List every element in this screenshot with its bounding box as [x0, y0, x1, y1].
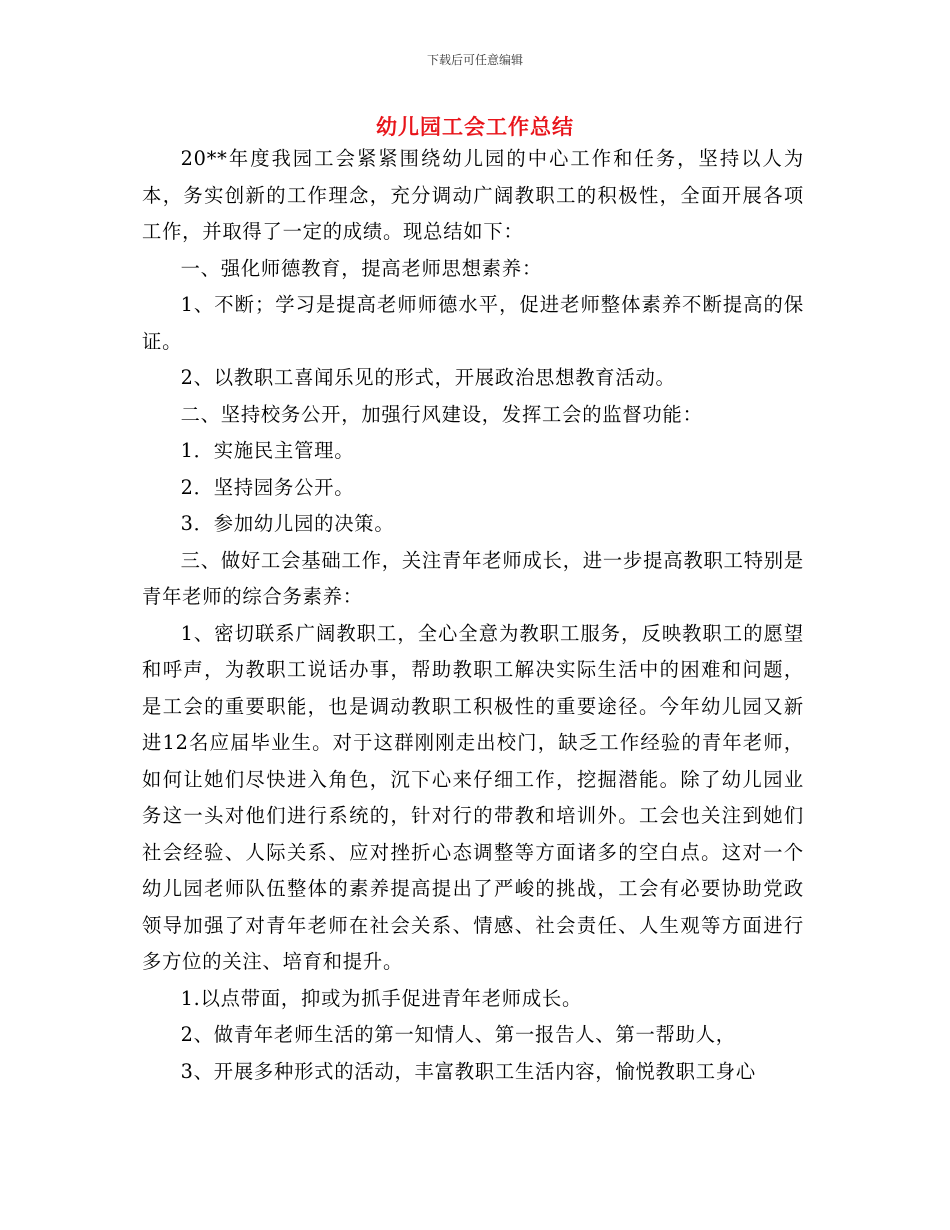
- list-item: 2、以教职工喜闻乐见的形式，开展政治思想教育活动。: [180, 366, 676, 389]
- page-header-note: 下载后可任意编辑: [426, 53, 523, 67]
- list-item: 1、不断；学习是提高老师师德水平，促进老师整体素养不断提高的保证。: [142, 293, 804, 353]
- list-item: 2．坚持园务公开。: [180, 475, 355, 499]
- section-heading-2: 二、坚持校务公开，加强行风建设，发挥工会的监督功能：: [180, 402, 703, 426]
- paragraph-intro: 20**年度我园工会紧紧围绕幼儿园的中心工作和任务，坚持以人为本，务实创新的工作理念，充分调动广阔教职工的积极性，全面开展各项工作，并取得了一定的成绩。现总结如下：: [142, 147, 804, 243]
- document-body: [142, 141, 804, 1090]
- list-item: 3、开展多种形式的活动，丰富教职工生活内容，愉悦教职工身心: [180, 1059, 756, 1083]
- document-title: 幼儿园工会工作总结: [376, 114, 574, 139]
- section-heading-3: 三、做好工会基础工作，关注青年老师成长，进一步提高教职工特别是青年老师的综合务素养：: [142, 548, 804, 608]
- section-heading-1: 一、强化师德教育，提高老师思想素养：: [180, 256, 543, 280]
- list-item: 2、做青年老师生活的第一知情人、第一报告人、第一帮助人，: [180, 1023, 736, 1046]
- list-item: 1.以点带面，抑或为抓手促进青年老师成长。: [180, 986, 583, 1010]
- list-item: 3．参加幼儿园的决策。: [180, 512, 395, 535]
- list-item: 1．实施民主管理。: [180, 439, 355, 462]
- list-item: 1、密切联系广阔教职工，全心全意为教职工服务，反映教职工的愿望和呼声，为教职工说话办事，帮助教职工解决实际生活中的困难和问题，是工会的重要职能，也是调动教职工积极性的重要途径。今年幼儿园又新进12名应届毕业生。对于这群刚刚走出校门，缺乏工作经验的青年老师，如何让她们尽快进入角色，沉下心来仔细工作，挖掘潜能。除了幼儿园业务这一头对他们进行系统的，针对行的带教和培训外。工会也关注到她们社会经验、人际关系、应对挫折心态调整等方面诸多的空白点。这对一个幼儿园老师队伍整体的素养提高提出了严峻的挑战，工会有必要协助党政领导加强了对青年老师在社会关系、情感、社会责任、人生观等方面进行多方位的关注、培育和提升。: [142, 621, 804, 973]
